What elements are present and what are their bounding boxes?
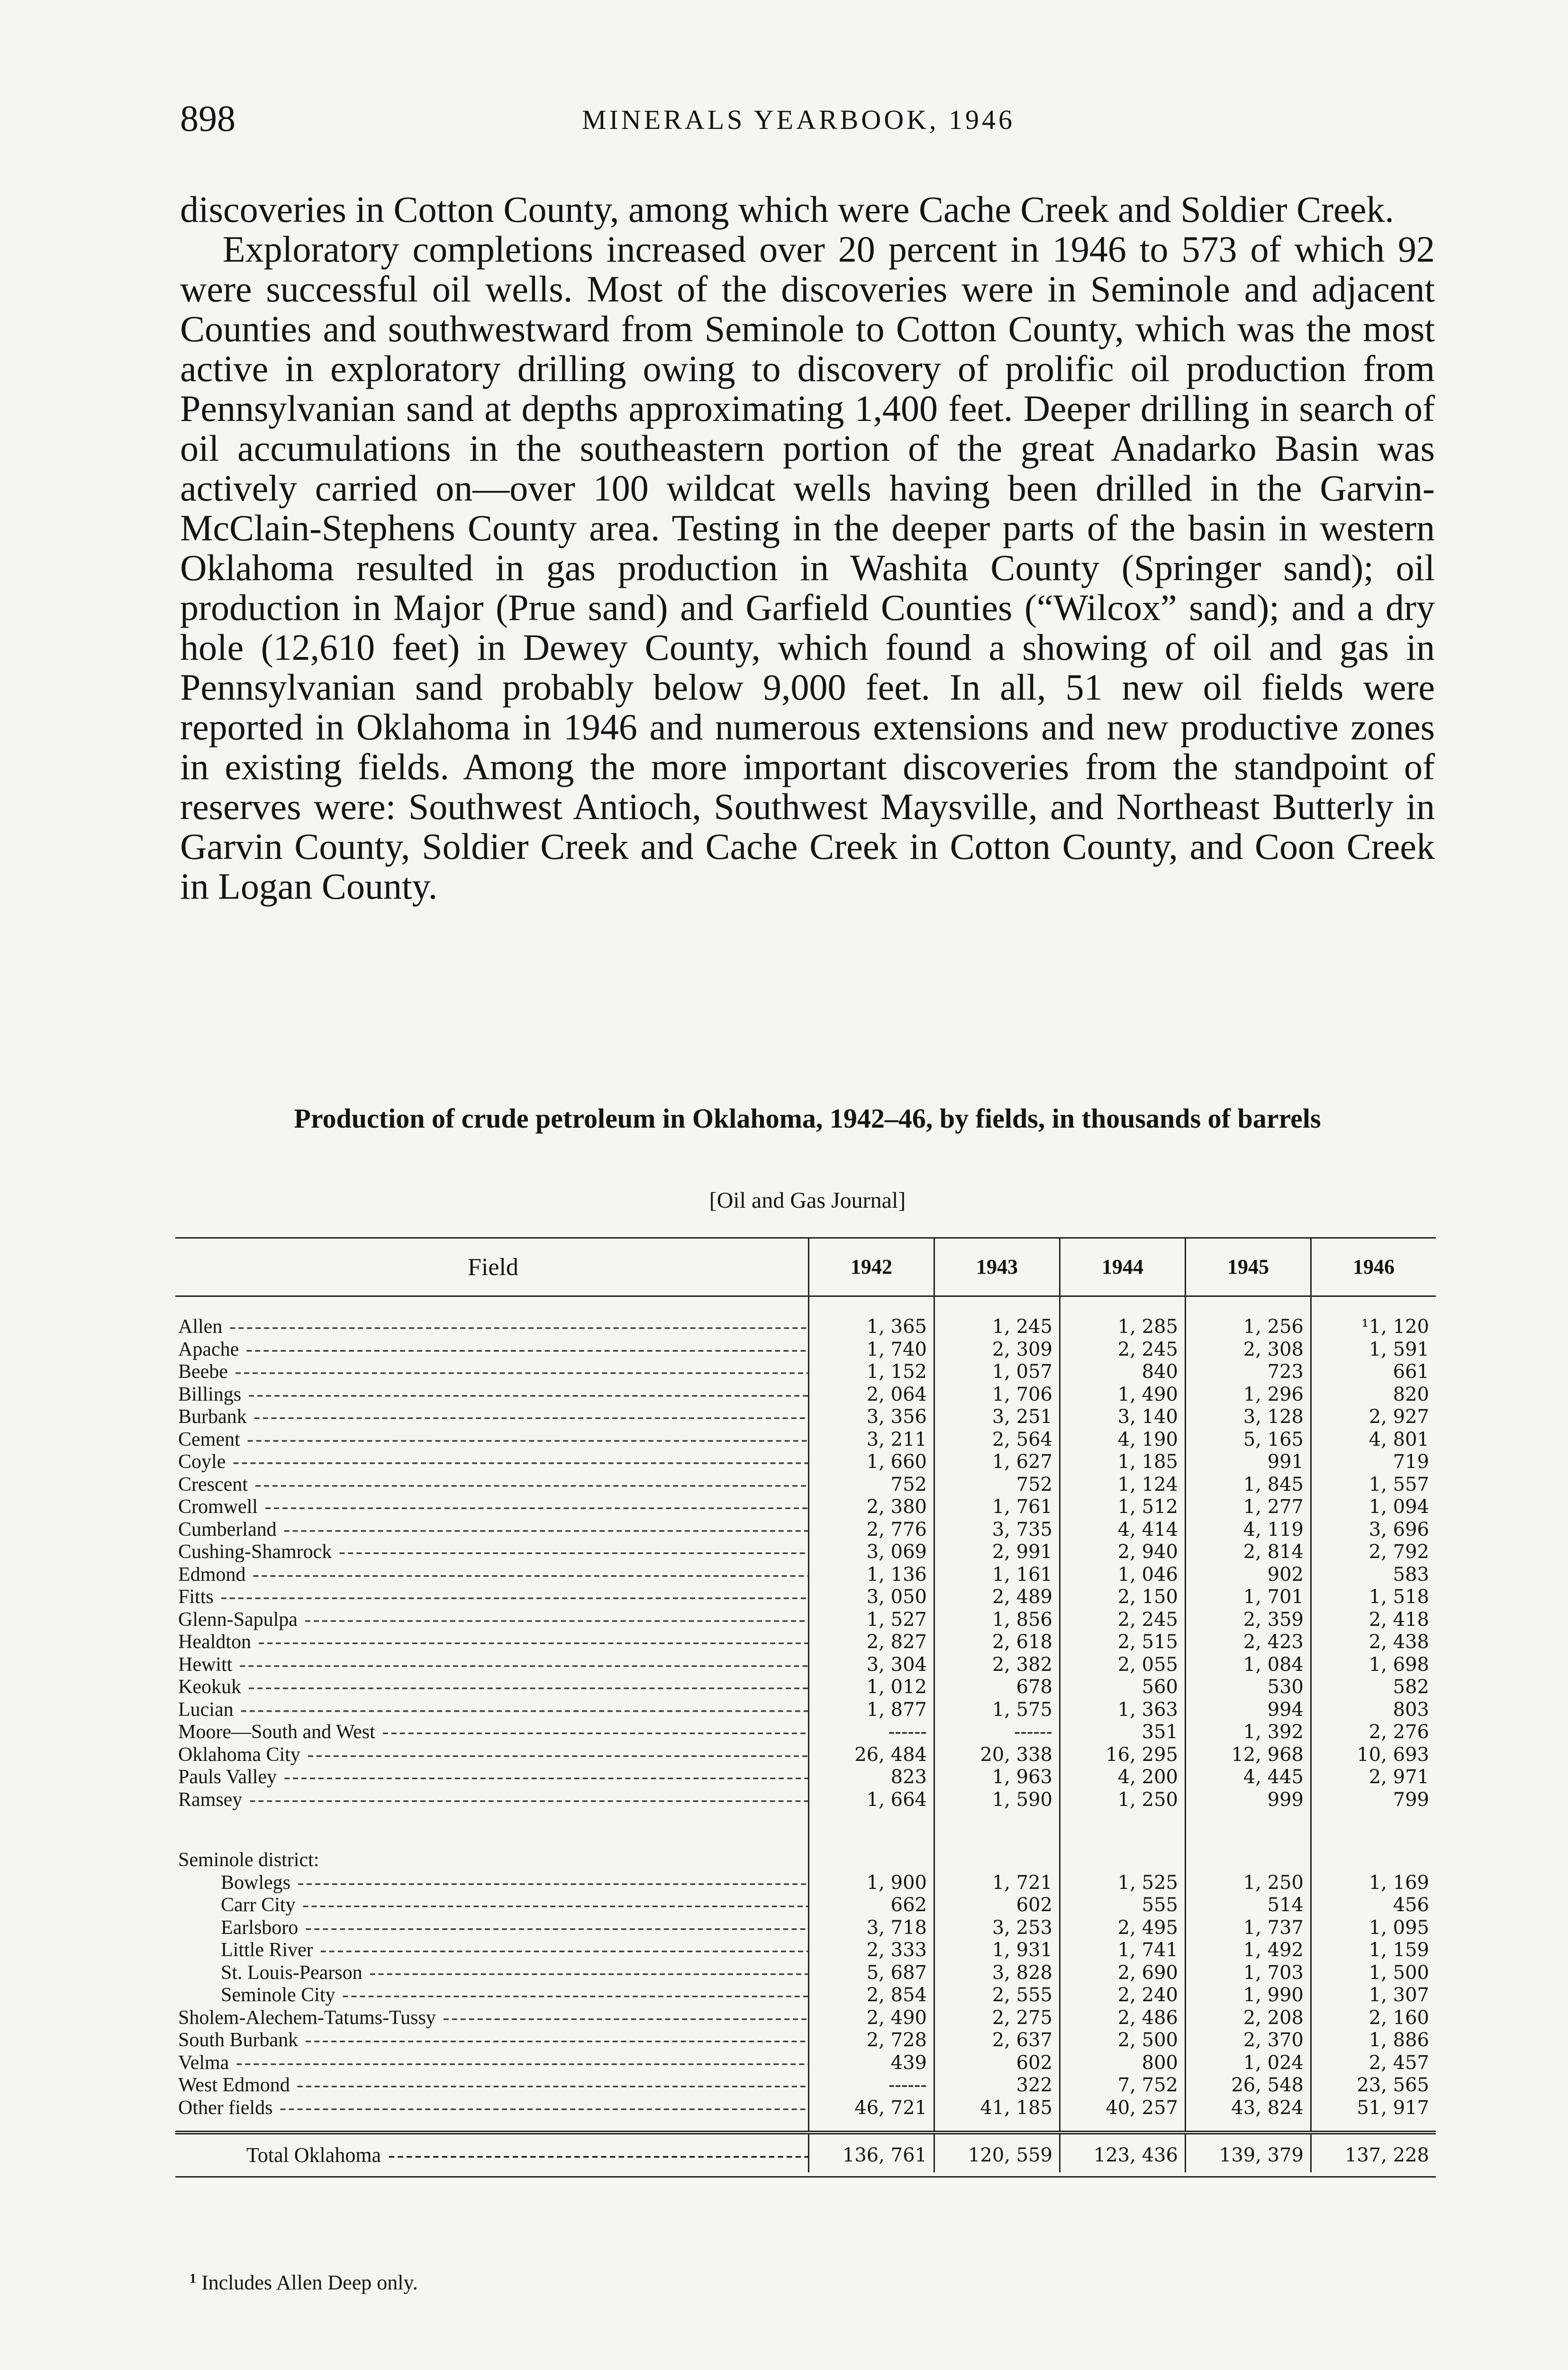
production-value: 1, 392 bbox=[1185, 1721, 1310, 1744]
production-value: 1, 931 bbox=[934, 1939, 1059, 1962]
field-name: Bowlegs ----- bbox=[175, 1872, 808, 1895]
page-number: 898 bbox=[180, 98, 236, 139]
production-value: 2, 854 bbox=[808, 1984, 934, 2007]
field-name: Keokuk ----- bbox=[175, 1676, 808, 1699]
column-header-1946: 1946 bbox=[1310, 1239, 1436, 1295]
production-value: 2, 486 bbox=[1059, 2007, 1185, 2030]
table-row bbox=[175, 2097, 1436, 2120]
paragraph: Exploratory completions increased over 20 percent in 1946 to 573 of which 92 were successful oil wells. Most of the discoveries were in Seminole and adjacent Counties and southwestward from Seminole to Cotton County, which was the most active in exploratory drilling owing to discovery of prolific oil production from Pennsylvanian sand at depths approximating 1,400 feet. Deeper drilling in search of oil accumulations in the southeastern portion of the great Anadarko Basin was actively carried on—over 100 wildcat wells having been drilled in the Garvin-McClain-Stephens County area. Testing in the deeper parts of the basin in western Oklahoma resulted in gas production in Washita County (Springer sand); oil production in Major (Prue sand) and Garfield Counties (“Wilcox” sand); and a dry hole (12,610 feet) in Dewey County, which found a showing of oil and gas in Pennsylvanian sand probably below 9,000 feet. In all, 51 new oil fields were reported in Oklahoma in 1946 and numerous extensions and new productive zones in existing fields. Among the more important discoveries from the standpoint of reserves were: Southwest Antioch, Southwest Maysville, and Northeast Butterly in Garvin County, Soldier Creek and Cache Creek in Cotton County, and Coon Creek in Logan County. bbox=[180, 228, 1435, 907]
table-row bbox=[175, 1361, 1436, 1384]
production-value: 4, 445 bbox=[1185, 1766, 1310, 1789]
production-value: 2, 308 bbox=[1185, 1339, 1310, 1361]
total-value: 120, 559 bbox=[934, 2134, 1059, 2172]
page-header bbox=[180, 97, 1417, 145]
production-value: 3, 050 bbox=[808, 1586, 934, 1609]
production-value: 1, 512 bbox=[1059, 1496, 1185, 1519]
production-value: 351 bbox=[1059, 1721, 1185, 1744]
production-value: 2, 991 bbox=[934, 1541, 1059, 1564]
table-row bbox=[175, 2052, 1436, 2075]
production-value: 1, 057 bbox=[934, 1361, 1059, 1384]
table-row bbox=[175, 1384, 1436, 1406]
production-value: 1, 250 bbox=[1059, 1789, 1185, 1812]
production-value: 1, 124 bbox=[1059, 1474, 1185, 1496]
production-value: 2, 359 bbox=[1185, 1609, 1310, 1632]
production-value: 560 bbox=[1059, 1676, 1185, 1699]
production-value: 2, 064 bbox=[808, 1384, 934, 1406]
production-value: 1, 159 bbox=[1310, 1939, 1436, 1962]
production-value: 1, 490 bbox=[1059, 1384, 1185, 1406]
production-value: 2, 637 bbox=[934, 2029, 1059, 2052]
production-value: 40, 257 bbox=[1059, 2097, 1185, 2120]
table-row bbox=[175, 1721, 1436, 1744]
production-value: 2, 055 bbox=[1059, 1654, 1185, 1677]
production-value: 662 bbox=[808, 1894, 934, 1917]
production-value: 23, 565 bbox=[1310, 2074, 1436, 2097]
production-value: 1, 500 bbox=[1310, 1962, 1436, 1985]
production-value: 4, 190 bbox=[1059, 1429, 1185, 1451]
production-value: 2, 776 bbox=[808, 1519, 934, 1541]
field-name: Oklahoma City ----- bbox=[175, 1744, 808, 1767]
field-name: Moore—South and West ----- bbox=[175, 1721, 808, 1744]
production-value: 2, 245 bbox=[1059, 1339, 1185, 1361]
production-value: 2, 690 bbox=[1059, 1962, 1185, 1985]
production-value: 43, 824 bbox=[1185, 2097, 1310, 2120]
production-value: 2, 728 bbox=[808, 2029, 934, 2052]
production-value: 1, 169 bbox=[1310, 1872, 1436, 1895]
production-value: 1, 963 bbox=[934, 1766, 1059, 1789]
table-row bbox=[175, 1339, 1436, 1361]
production-value: 1, 525 bbox=[1059, 1872, 1185, 1895]
field-name: Healdton ----- bbox=[175, 1631, 808, 1654]
table-row bbox=[175, 1541, 1436, 1564]
column-header-1942: 1942 bbox=[808, 1239, 934, 1295]
table-row bbox=[175, 1894, 1436, 1917]
production-value: 1, 886 bbox=[1310, 2029, 1436, 2052]
table-row bbox=[175, 2074, 1436, 2097]
production-value: 4, 200 bbox=[1059, 1766, 1185, 1789]
production-value: 752 bbox=[808, 1474, 934, 1496]
production-value: 823 bbox=[808, 1766, 934, 1789]
production-value: 1, 557 bbox=[1310, 1474, 1436, 1496]
total-value: 139, 379 bbox=[1185, 2134, 1310, 2172]
table-row bbox=[175, 1519, 1436, 1541]
production-value: 803 bbox=[1310, 1699, 1436, 1722]
production-value: 752 bbox=[934, 1474, 1059, 1496]
production-value: 41, 185 bbox=[934, 2097, 1059, 2120]
table-row bbox=[175, 1917, 1436, 1940]
production-value: 3, 304 bbox=[808, 1654, 934, 1677]
production-value: 3, 696 bbox=[1310, 1519, 1436, 1541]
production-value: 26, 548 bbox=[1185, 2074, 1310, 2097]
production-value: 5, 687 bbox=[808, 1962, 934, 1985]
table-row bbox=[175, 1316, 1436, 1339]
table-row bbox=[175, 1699, 1436, 1722]
production-value: 999 bbox=[1185, 1789, 1310, 1812]
production-value: 1, 492 bbox=[1185, 1939, 1310, 1962]
field-name: Apache ----- bbox=[175, 1339, 808, 1361]
production-value: 1, 046 bbox=[1059, 1564, 1185, 1586]
production-value: 994 bbox=[1185, 1699, 1310, 1722]
production-value: 1, 877 bbox=[808, 1699, 934, 1722]
production-value: 2, 150 bbox=[1059, 1586, 1185, 1609]
production-value: 3, 253 bbox=[934, 1917, 1059, 1940]
production-value: 583 bbox=[1310, 1564, 1436, 1586]
production-value: 4, 414 bbox=[1059, 1519, 1185, 1541]
production-value: 2, 618 bbox=[934, 1631, 1059, 1654]
production-value: 2, 438 bbox=[1310, 1631, 1436, 1654]
production-value: 1, 740 bbox=[808, 1339, 934, 1361]
production-value: 1, 845 bbox=[1185, 1474, 1310, 1496]
production-value: 1, 660 bbox=[808, 1451, 934, 1474]
production-value: 2, 500 bbox=[1059, 2029, 1185, 2052]
production-value: 1, 012 bbox=[808, 1676, 934, 1699]
table-spacer bbox=[175, 2119, 1436, 2131]
production-value: 7, 752 bbox=[1059, 2074, 1185, 2097]
production-value: 1, 095 bbox=[1310, 1917, 1436, 1940]
production-value: 2, 457 bbox=[1310, 2052, 1436, 2075]
production-value: 2, 418 bbox=[1310, 1609, 1436, 1632]
production-value: 4, 119 bbox=[1185, 1519, 1310, 1541]
field-name: St. Louis-Pearson ----- bbox=[175, 1962, 808, 1985]
production-value: 1, 518 bbox=[1310, 1586, 1436, 1609]
column-header-1944: 1944 bbox=[1059, 1239, 1185, 1295]
table-row bbox=[175, 1451, 1436, 1474]
production-value: 3, 735 bbox=[934, 1519, 1059, 1541]
table-row bbox=[175, 1744, 1436, 1767]
production-value: 1, 285 bbox=[1059, 1316, 1185, 1339]
production-value: 2, 382 bbox=[934, 1654, 1059, 1677]
production-value: 1, 136 bbox=[808, 1564, 934, 1586]
production-value: 2, 827 bbox=[808, 1631, 934, 1654]
footnote-marker: 1 bbox=[190, 2271, 196, 2286]
field-name: Cement ----- bbox=[175, 1429, 808, 1451]
table-row bbox=[175, 1939, 1436, 1962]
production-value: 1, 250 bbox=[1185, 1872, 1310, 1895]
production-value: 2, 814 bbox=[1185, 1541, 1310, 1564]
table-row bbox=[175, 1766, 1436, 1789]
table-row bbox=[175, 1429, 1436, 1451]
production-value: 1, 627 bbox=[934, 1451, 1059, 1474]
body-text bbox=[180, 190, 1435, 906]
production-value: ¹1, 120 bbox=[1310, 1316, 1436, 1339]
production-value: 20, 338 bbox=[934, 1744, 1059, 1767]
production-value: 602 bbox=[934, 1894, 1059, 1917]
production-value: 2, 240 bbox=[1059, 1984, 1185, 2007]
table-row bbox=[175, 1474, 1436, 1496]
field-name: Cushing-Shamrock ----- bbox=[175, 1541, 808, 1564]
production-value: 1, 721 bbox=[934, 1872, 1059, 1895]
production-value: 3, 828 bbox=[934, 1962, 1059, 1985]
production-value: 5, 165 bbox=[1185, 1429, 1310, 1451]
production-value: 3, 356 bbox=[808, 1406, 934, 1429]
production-value: 16, 295 bbox=[1059, 1744, 1185, 1767]
field-name: Crescent ----- bbox=[175, 1474, 808, 1496]
production-value: 723 bbox=[1185, 1361, 1310, 1384]
production-value: 2, 940 bbox=[1059, 1541, 1185, 1564]
production-value: 3, 140 bbox=[1059, 1406, 1185, 1429]
field-name: Pauls Valley ----- bbox=[175, 1766, 808, 1789]
production-value: 456 bbox=[1310, 1894, 1436, 1917]
production-value: 991 bbox=[1185, 1451, 1310, 1474]
production-value: 2, 423 bbox=[1185, 1631, 1310, 1654]
production-value: 3, 211 bbox=[808, 1429, 934, 1451]
production-value: 46, 721 bbox=[808, 2097, 934, 2120]
production-value: 1, 024 bbox=[1185, 2052, 1310, 2075]
production-value: 2, 971 bbox=[1310, 1766, 1436, 1789]
table-row bbox=[175, 1631, 1436, 1654]
field-name: Cromwell ----- bbox=[175, 1496, 808, 1519]
production-value: 2, 276 bbox=[1310, 1721, 1436, 1744]
production-value: 1, 277 bbox=[1185, 1496, 1310, 1519]
production-value: 2, 564 bbox=[934, 1429, 1059, 1451]
field-name: Beebe ----- bbox=[175, 1361, 808, 1384]
field-name: Coyle ----- bbox=[175, 1451, 808, 1474]
production-value: 2, 380 bbox=[808, 1496, 934, 1519]
production-value: 840 bbox=[1059, 1361, 1185, 1384]
production-value: 2, 245 bbox=[1059, 1609, 1185, 1632]
production-value: 1, 591 bbox=[1310, 1339, 1436, 1361]
field-name: Hewitt ----- bbox=[175, 1654, 808, 1677]
production-value: 1, 664 bbox=[808, 1789, 934, 1812]
table-row bbox=[175, 1984, 1436, 2007]
production-value: 719 bbox=[1310, 1451, 1436, 1474]
production-value: 1, 698 bbox=[1310, 1654, 1436, 1677]
production-value: 3, 128 bbox=[1185, 1406, 1310, 1429]
production-value: 12, 968 bbox=[1185, 1744, 1310, 1767]
production-value: 1, 527 bbox=[808, 1609, 934, 1632]
running-title: MINERALS YEARBOOK, 1946 bbox=[581, 104, 1015, 135]
production-value: 1, 296 bbox=[1185, 1384, 1310, 1406]
production-value: 10, 693 bbox=[1310, 1744, 1436, 1767]
production-value: 555 bbox=[1059, 1894, 1185, 1917]
table-title: Production of crude petroleum in Oklahoma, 1942–46, by fields, in thousands of barrels bbox=[294, 1103, 1321, 1134]
production-value: ------ bbox=[808, 2074, 934, 2097]
production-value: 2, 927 bbox=[1310, 1406, 1436, 1429]
table-row bbox=[175, 1564, 1436, 1586]
column-header-1943: 1943 bbox=[934, 1239, 1059, 1295]
production-value: 1, 152 bbox=[808, 1361, 934, 1384]
production-value: 1, 761 bbox=[934, 1496, 1059, 1519]
field-name: Sholem-Alechem-Tatums-Tussy ----- bbox=[175, 2007, 808, 2030]
production-value: 439 bbox=[808, 2052, 934, 2075]
production-table bbox=[175, 1237, 1436, 2178]
production-value: 2, 160 bbox=[1310, 2007, 1436, 2030]
field-name: Carr City ----- bbox=[175, 1894, 808, 1917]
production-value: 51, 917 bbox=[1310, 2097, 1436, 2120]
production-value: 2, 208 bbox=[1185, 2007, 1310, 2030]
footnote-text: Includes Allen Deep only. bbox=[201, 2271, 418, 2294]
production-value: 2, 490 bbox=[808, 2007, 934, 2030]
production-value: 820 bbox=[1310, 1384, 1436, 1406]
field-name: Earlsboro ----- bbox=[175, 1917, 808, 1940]
total-value: 123, 436 bbox=[1059, 2134, 1185, 2172]
field-name: Burbank ----- bbox=[175, 1406, 808, 1429]
table-row bbox=[175, 1872, 1436, 1895]
production-value: 26, 484 bbox=[808, 1744, 934, 1767]
production-value: 602 bbox=[934, 2052, 1059, 2075]
table-row bbox=[175, 2029, 1436, 2052]
field-name: Other fields ----- bbox=[175, 2097, 808, 2120]
production-value: 1, 856 bbox=[934, 1609, 1059, 1632]
table-source: [Oil and Gas Journal] bbox=[709, 1188, 906, 1213]
production-value: 2, 495 bbox=[1059, 1917, 1185, 1940]
production-value: 1, 900 bbox=[808, 1872, 934, 1895]
production-value: 1, 703 bbox=[1185, 1962, 1310, 1985]
total-value: 137, 228 bbox=[1310, 2134, 1436, 2172]
column-header-1945: 1945 bbox=[1185, 1239, 1310, 1295]
production-value: 1, 307 bbox=[1310, 1984, 1436, 2007]
production-value: 1, 245 bbox=[934, 1316, 1059, 1339]
table-row bbox=[175, 1962, 1436, 1985]
field-name: Little River ----- bbox=[175, 1939, 808, 1962]
table-spacer bbox=[175, 1811, 1436, 1849]
production-value: 582 bbox=[1310, 1676, 1436, 1699]
total-label: Total Oklahoma ----- bbox=[175, 2134, 808, 2176]
production-value: 661 bbox=[1310, 1361, 1436, 1384]
production-value: 1, 084 bbox=[1185, 1654, 1310, 1677]
field-name: Allen ----- bbox=[175, 1316, 808, 1339]
production-value: 3, 069 bbox=[808, 1541, 934, 1564]
production-value: 800 bbox=[1059, 2052, 1185, 2075]
table-spacer bbox=[175, 1297, 1436, 1316]
production-value: 1, 741 bbox=[1059, 1939, 1185, 1962]
field-name: Glenn-Sapulpa ----- bbox=[175, 1609, 808, 1632]
production-value: 1, 161 bbox=[934, 1564, 1059, 1586]
field-name: Lucian ----- bbox=[175, 1699, 808, 1722]
field-name: Cumberland ----- bbox=[175, 1519, 808, 1541]
production-value: 1, 575 bbox=[934, 1699, 1059, 1722]
table-row bbox=[175, 2007, 1436, 2030]
column-header-field: Field bbox=[468, 1253, 518, 1281]
group-heading: Seminole district: bbox=[178, 1849, 319, 1871]
field-name: Edmond ----- bbox=[175, 1564, 808, 1586]
production-value: 1, 990 bbox=[1185, 1984, 1310, 2007]
production-value: 1, 256 bbox=[1185, 1316, 1310, 1339]
field-name: Seminole City ----- bbox=[175, 1984, 808, 2007]
production-value: 2, 333 bbox=[808, 1939, 934, 1962]
table-row bbox=[175, 1406, 1436, 1429]
production-value: 514 bbox=[1185, 1894, 1310, 1917]
production-value: 799 bbox=[1310, 1789, 1436, 1812]
production-value: 1, 706 bbox=[934, 1384, 1059, 1406]
production-value: 322 bbox=[934, 2074, 1059, 2097]
production-value: 2, 275 bbox=[934, 2007, 1059, 2030]
production-value: 1, 737 bbox=[1185, 1917, 1310, 1940]
table-row bbox=[175, 1496, 1436, 1519]
production-value: 2, 515 bbox=[1059, 1631, 1185, 1654]
table-body bbox=[175, 1297, 1436, 2131]
table-row bbox=[175, 1654, 1436, 1677]
production-value: 902 bbox=[1185, 1564, 1310, 1586]
production-value: 1, 094 bbox=[1310, 1496, 1436, 1519]
paragraph: discoveries in Cotton County, among which were Cache Creek and Soldier Creek. bbox=[180, 189, 1394, 230]
production-value: 2, 489 bbox=[934, 1586, 1059, 1609]
field-name: Ramsey ----- bbox=[175, 1789, 808, 1812]
production-value: 3, 718 bbox=[808, 1917, 934, 1940]
total-value: 136, 761 bbox=[808, 2134, 934, 2172]
field-name: Fitts ----- bbox=[175, 1586, 808, 1609]
production-value: 1, 363 bbox=[1059, 1699, 1185, 1722]
table-header bbox=[175, 1239, 1436, 1297]
group-heading-row bbox=[175, 1849, 1436, 1872]
production-value: 678 bbox=[934, 1676, 1059, 1699]
table-row bbox=[175, 1609, 1436, 1632]
production-value: 3, 251 bbox=[934, 1406, 1059, 1429]
table-row bbox=[175, 1586, 1436, 1609]
field-name: Billings ----- bbox=[175, 1384, 808, 1406]
production-value: 2, 555 bbox=[934, 1984, 1059, 2007]
total-row bbox=[175, 2131, 1436, 2178]
production-value: ------ bbox=[808, 1721, 934, 1744]
production-value: 1, 365 bbox=[808, 1316, 934, 1339]
production-value: 1, 185 bbox=[1059, 1451, 1185, 1474]
field-name: Velma ----- bbox=[175, 2052, 808, 2075]
production-value: 2, 370 bbox=[1185, 2029, 1310, 2052]
production-value: 2, 792 bbox=[1310, 1541, 1436, 1564]
table-row bbox=[175, 1676, 1436, 1699]
production-value: 1, 701 bbox=[1185, 1586, 1310, 1609]
production-value: 4, 801 bbox=[1310, 1429, 1436, 1451]
production-value: 1, 590 bbox=[934, 1789, 1059, 1812]
field-name: West Edmond ----- bbox=[175, 2074, 808, 2097]
production-value: 2, 309 bbox=[934, 1339, 1059, 1361]
footnote bbox=[190, 2270, 418, 2295]
table-row bbox=[175, 1789, 1436, 1812]
field-name: South Burbank ----- bbox=[175, 2029, 808, 2052]
production-value: ------ bbox=[934, 1721, 1059, 1744]
production-value: 530 bbox=[1185, 1676, 1310, 1699]
